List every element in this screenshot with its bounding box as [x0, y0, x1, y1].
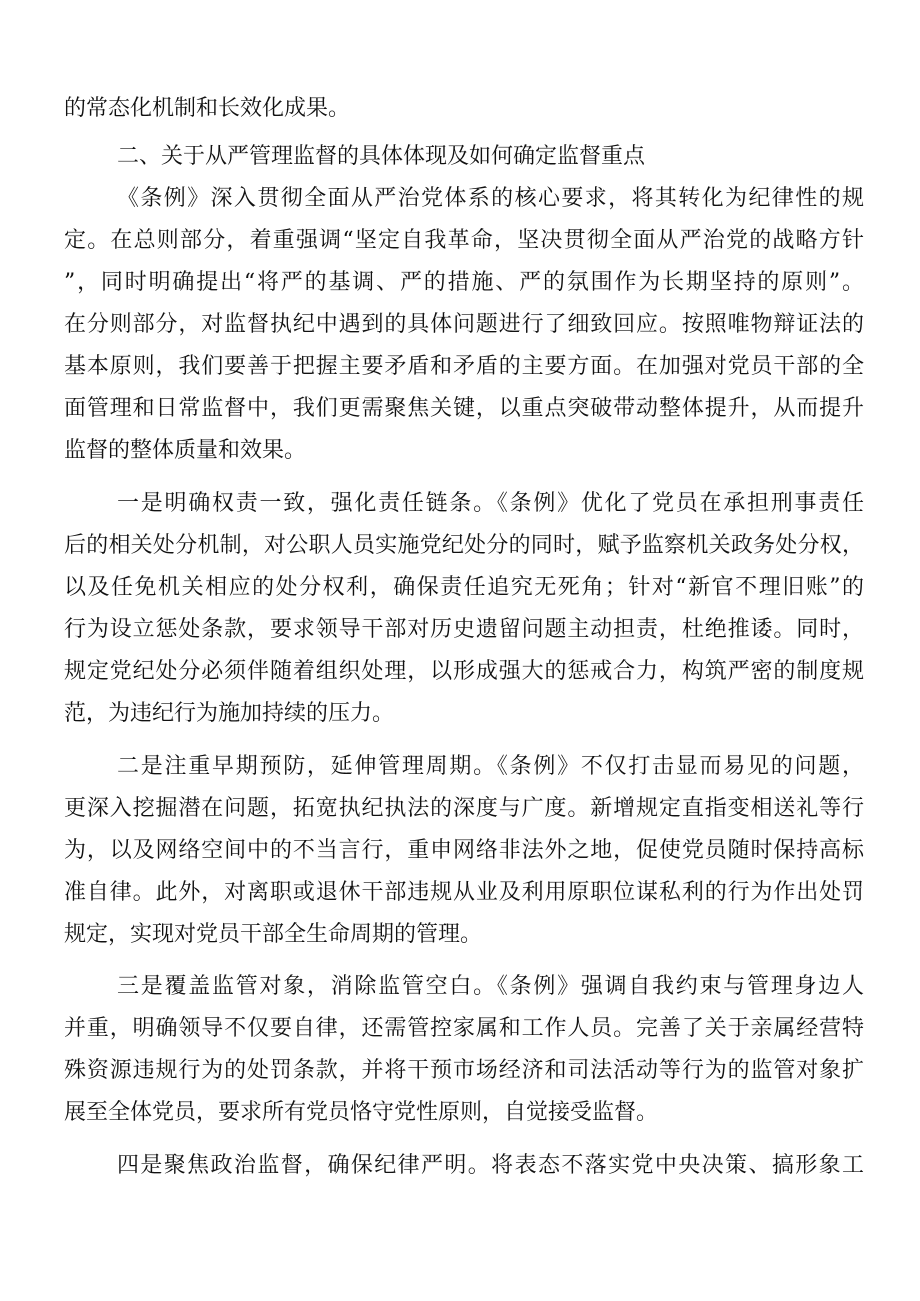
- text-line: 面管理和日常监督中，我们更需聚焦关键，以重点突破带动整体提升，从而提升: [64, 396, 864, 421]
- text-line: 监督的整体质量和效果。: [64, 438, 307, 463]
- text-line: 一是明确权责一致，强化责任链条。《条例》优化了党员在承担刑事责任: [117, 491, 864, 516]
- text-line: 殊资源违规行为的处罚条款，并将干预市场经济和司法活动等行为的监管对象扩: [64, 1058, 864, 1083]
- text-line: 后的相关处分机制，对公职人员实施党纪处分的同时，赋予监察机关政务处分权，: [64, 533, 864, 558]
- text-line: 更深入挖掘潜在问题，拓宽执纪执法的深度与广度。新增规定直指变相送礼等行: [64, 796, 864, 821]
- text-line: 准自律。此外，对离职或退休干部违规从业及利用原职位谋私利的行为作出处罚: [64, 880, 864, 905]
- text-line: 的常态化机制和长效化成果。: [64, 96, 351, 121]
- text-line: 规定党纪处分必须伴随着组织处理，以形成强大的惩戒合力，构筑严密的制度规: [64, 659, 864, 684]
- text-line: 行为设立惩处条款，要求领导干部对历史遗留问题主动担责，杜绝推诿。同时，: [64, 617, 864, 642]
- text-line: 三是覆盖监管对象，消除监管空白。《条例》强调自我约束与管理身边人: [117, 974, 864, 999]
- text-line: 定。在总则部分，着重强调“坚定自我革命，坚决贯彻全面从严治党的战略方针: [64, 228, 864, 253]
- text-line: ”，同时明确提出“将严的基调、严的措施、严的氛围作为长期坚持的原则”。: [64, 270, 864, 295]
- text-line: 基本原则，我们要善于把握主要矛盾和矛盾的主要方面。在加强对党员干部的全: [64, 354, 864, 379]
- text-line: 规定，实现对党员干部全生命周期的管理。: [64, 922, 483, 947]
- text-line: 二是注重早期预防，延伸管理周期。《条例》不仅打击显而易见的问题，: [117, 754, 864, 779]
- section-heading: 二、关于从严管理监督的具体体现及如何确定监督重点: [117, 144, 646, 169]
- text-line: 展至全体党员，要求所有党员恪守党性原则，自觉接受监督。: [64, 1100, 659, 1125]
- text-line: 为，以及网络空间中的不当言行，重申网络非法外之地，促使党员随时保持高标: [64, 838, 864, 863]
- text-line: 四是聚焦政治监督，确保纪律严明。将表态不落实党中央决策、搞形象工: [117, 1153, 864, 1178]
- text-line: 在分则部分，对监督执纪中遇到的具体问题进行了细致回应。按照唯物辩证法的: [64, 312, 864, 337]
- text-line: 并重，明确领导不仅要自律，还需管控家属和工作人员。完善了关于亲属经营特: [64, 1016, 864, 1041]
- text-line: 范，为违纪行为施加持续的压力。: [64, 701, 395, 726]
- text-line: 《条例》深入贯彻全面从严治党体系的核心要求，将其转化为纪律性的规: [117, 186, 864, 211]
- text-line: 以及任免机关相应的处分权利，确保责任追究无死角；针对“新官不理旧账”的: [64, 575, 864, 600]
